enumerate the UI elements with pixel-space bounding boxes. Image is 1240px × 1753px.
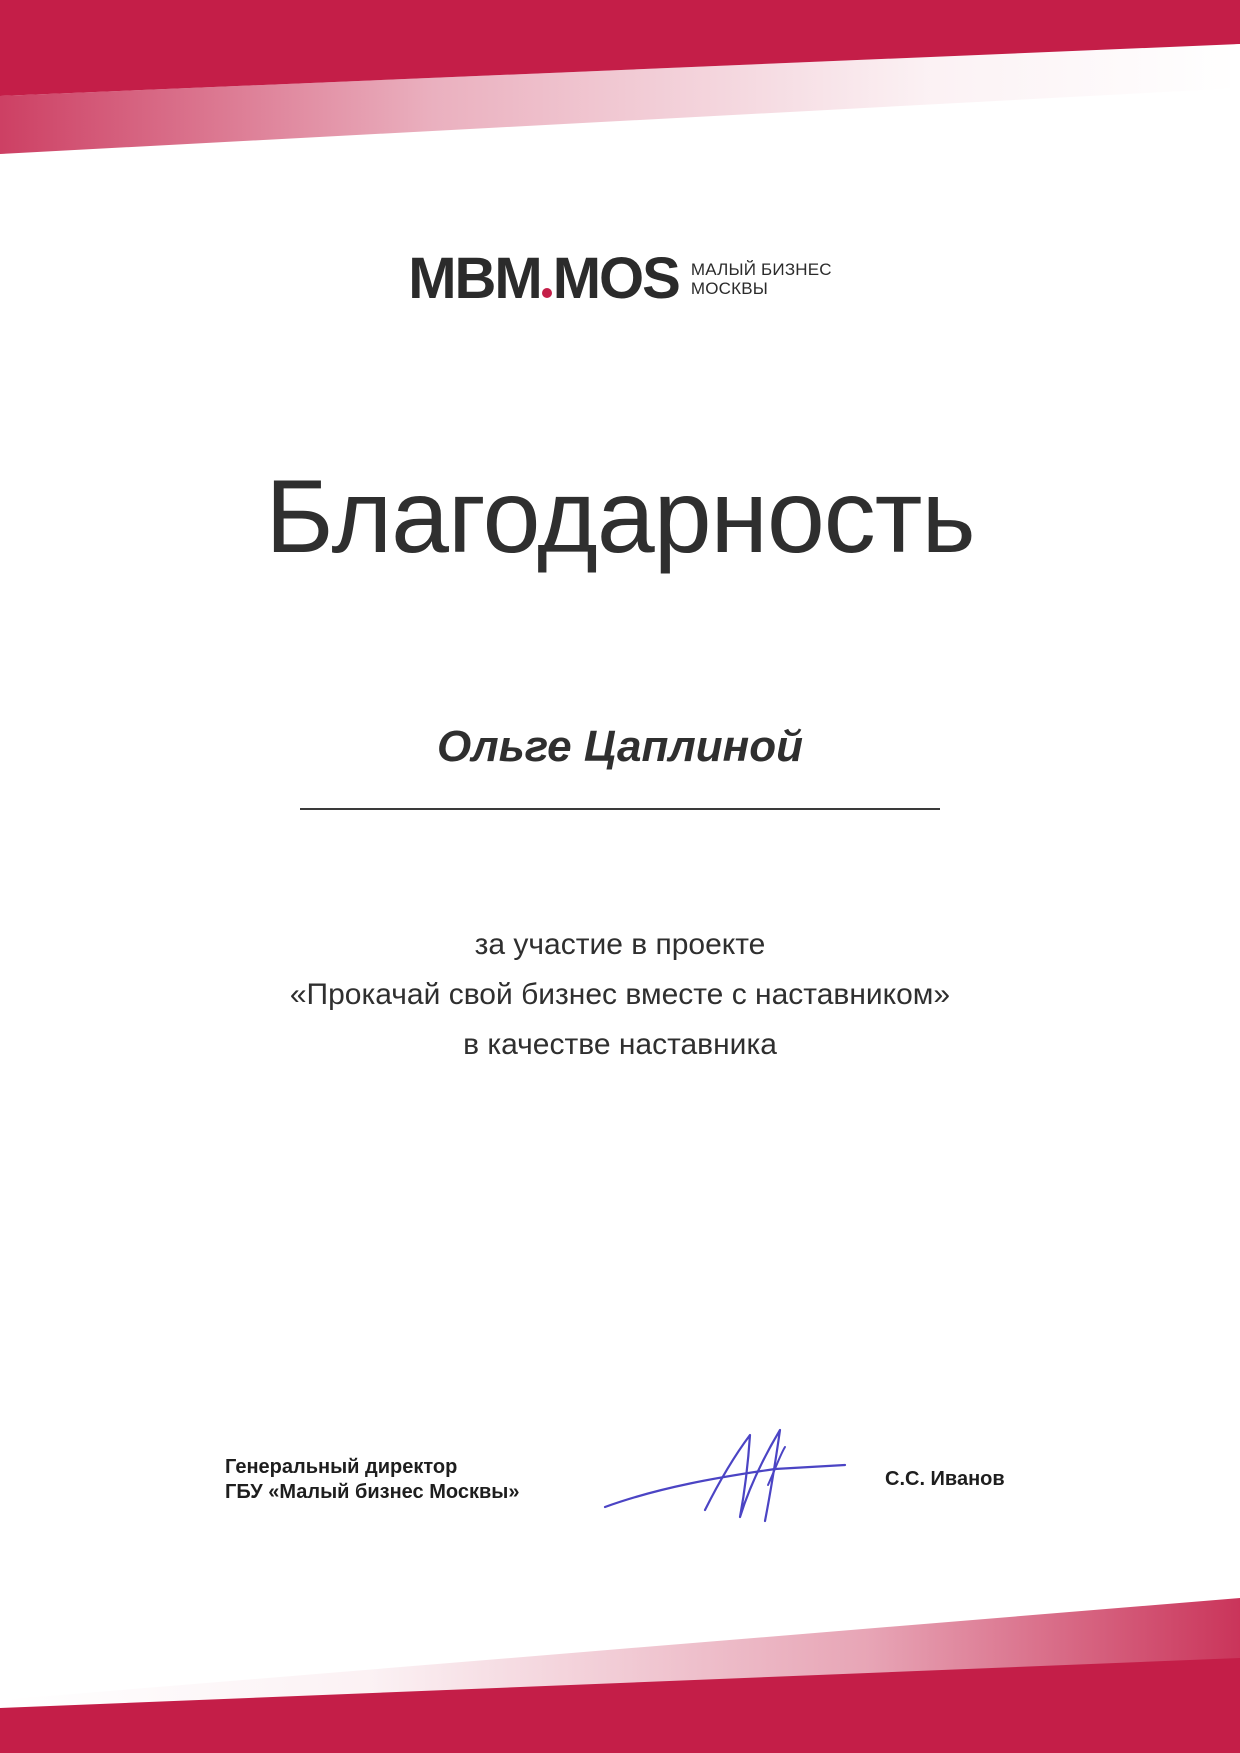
logo-dot xyxy=(542,288,552,298)
handwritten-signature xyxy=(600,1425,860,1525)
logo xyxy=(0,246,1240,311)
logo-mark: MBM MOS xyxy=(408,246,679,311)
top-decorative-band xyxy=(0,0,1240,160)
signatory-name: С.С. Иванов xyxy=(885,1468,1005,1490)
logo-subtitle: МАЛЫЙ БИЗНЕС МОСКВЫ xyxy=(690,260,832,298)
recipient-name: Ольге Цаплиной xyxy=(437,722,803,771)
signatory-position: Генеральный директор ГБУ «Малый бизнес Москвы» xyxy=(225,1456,520,1503)
reason-line-1: за участие в проекте xyxy=(474,928,766,961)
award-reason xyxy=(0,920,1240,1070)
reason-line-2: «Прокачай свой бизнес вместе с наставником» xyxy=(289,978,951,1011)
recipient-underline xyxy=(300,808,940,810)
bottom-decorative-band xyxy=(0,1590,1240,1753)
certificate-title: Благодарность xyxy=(265,459,975,575)
reason-line-3: в качестве наставника xyxy=(463,1028,777,1061)
